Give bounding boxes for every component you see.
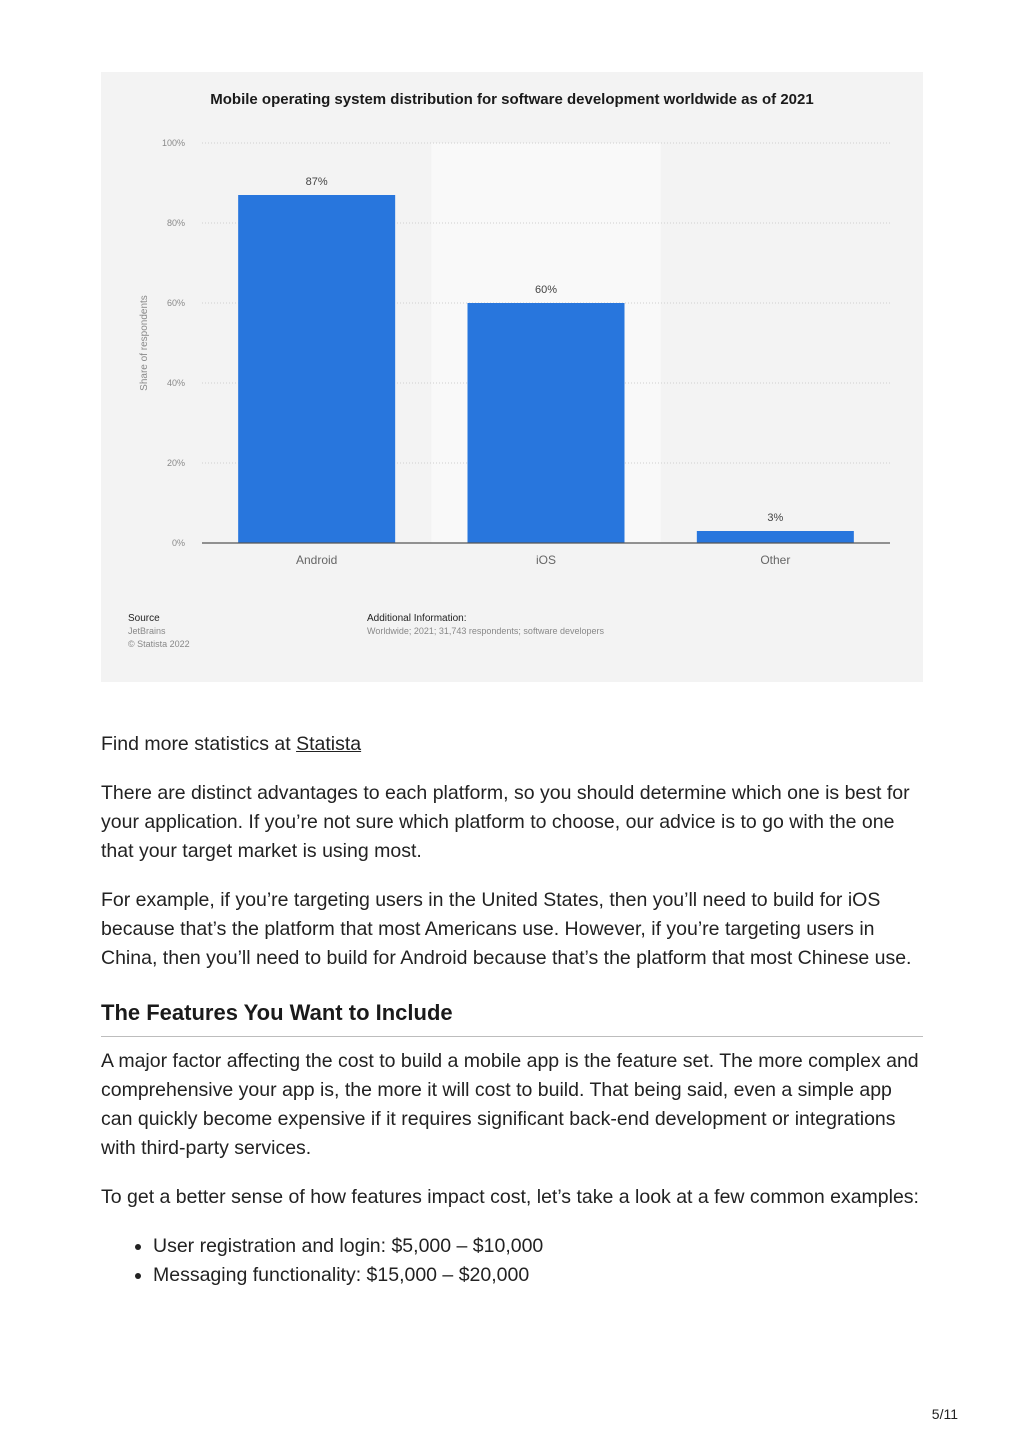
section-heading-features: The Features You Want to Include xyxy=(101,999,923,1037)
chart-card xyxy=(101,72,923,682)
y-tick-label: 60% xyxy=(166,298,185,308)
additional-info-text: Worldwide; 2021; 31,743 respondents; software developers xyxy=(367,626,604,636)
source-line-2: © Statista 2022 xyxy=(128,639,190,649)
x-tick-label: iOS xyxy=(535,553,557,567)
y-tick-label: 0% xyxy=(171,538,185,548)
list-item: • Messaging functionality: $15,000 – $20,000 xyxy=(153,1261,923,1290)
y-tick-label: 40% xyxy=(166,378,185,388)
y-tick-label: 80% xyxy=(166,218,185,228)
page-number: 5/11 xyxy=(931,1406,958,1422)
find-more-line xyxy=(101,730,923,759)
y-tick-label: 20% xyxy=(166,458,185,468)
y-tick-label: 100% xyxy=(161,138,185,148)
paragraph-platform-advantages: There are distinct advantages to each platform, so you should determine which one is best for your application. If you’re not sure which platform to choose, our advice is to go with the one that your target market is using most. xyxy=(101,782,910,862)
additional-info-heading: Additional Information: xyxy=(367,613,467,624)
y-axis-title: Share of respondents xyxy=(139,295,150,391)
source-line-1: JetBrains xyxy=(128,626,166,636)
paragraph-examples-intro: To get a better sense of how features impact cost, let’s take a look at a few common examples: xyxy=(101,1186,919,1208)
bar xyxy=(238,195,395,543)
x-tick-label: Android xyxy=(295,553,338,567)
bar-value-label: 3% xyxy=(767,512,784,524)
bar xyxy=(468,303,625,543)
chart-title: Mobile operating system distribution for software development worldwide as of 2021 xyxy=(210,91,814,108)
bar xyxy=(697,531,854,543)
list-item: • User registration and login: $5,000 – $10,000 xyxy=(153,1232,923,1261)
bar-value-label: 87% xyxy=(305,176,328,188)
article-content xyxy=(101,730,923,1290)
source-heading: Source xyxy=(128,613,160,624)
paragraph-feature-cost: A major factor affecting the cost to build a mobile app is the feature set. The more complex and comprehensive your app is, the more it will cost to build. That being said, even a simple app can quickly become expensive if it requires significant back-end development or integrations with third-party services. xyxy=(101,1050,919,1159)
additional-info-block xyxy=(367,612,604,638)
x-tick-label: Other xyxy=(760,553,791,567)
bar-value-label: 60% xyxy=(534,284,558,296)
statista-link[interactable]: Statista xyxy=(296,733,362,755)
find-more-prefix: Find more statistics at xyxy=(101,733,291,755)
feature-cost-list xyxy=(101,1232,923,1290)
bar-chart xyxy=(101,72,923,592)
paragraph-targeting-example: For example, if you’re targeting users in the United States, then you’ll need to build for iOS because that’s the platform that most Americans use. However, if you’re targeting users in China, then you’ll need to build for Android because that’s the platform that most Chinese use. xyxy=(101,889,912,969)
source-block xyxy=(128,612,190,651)
